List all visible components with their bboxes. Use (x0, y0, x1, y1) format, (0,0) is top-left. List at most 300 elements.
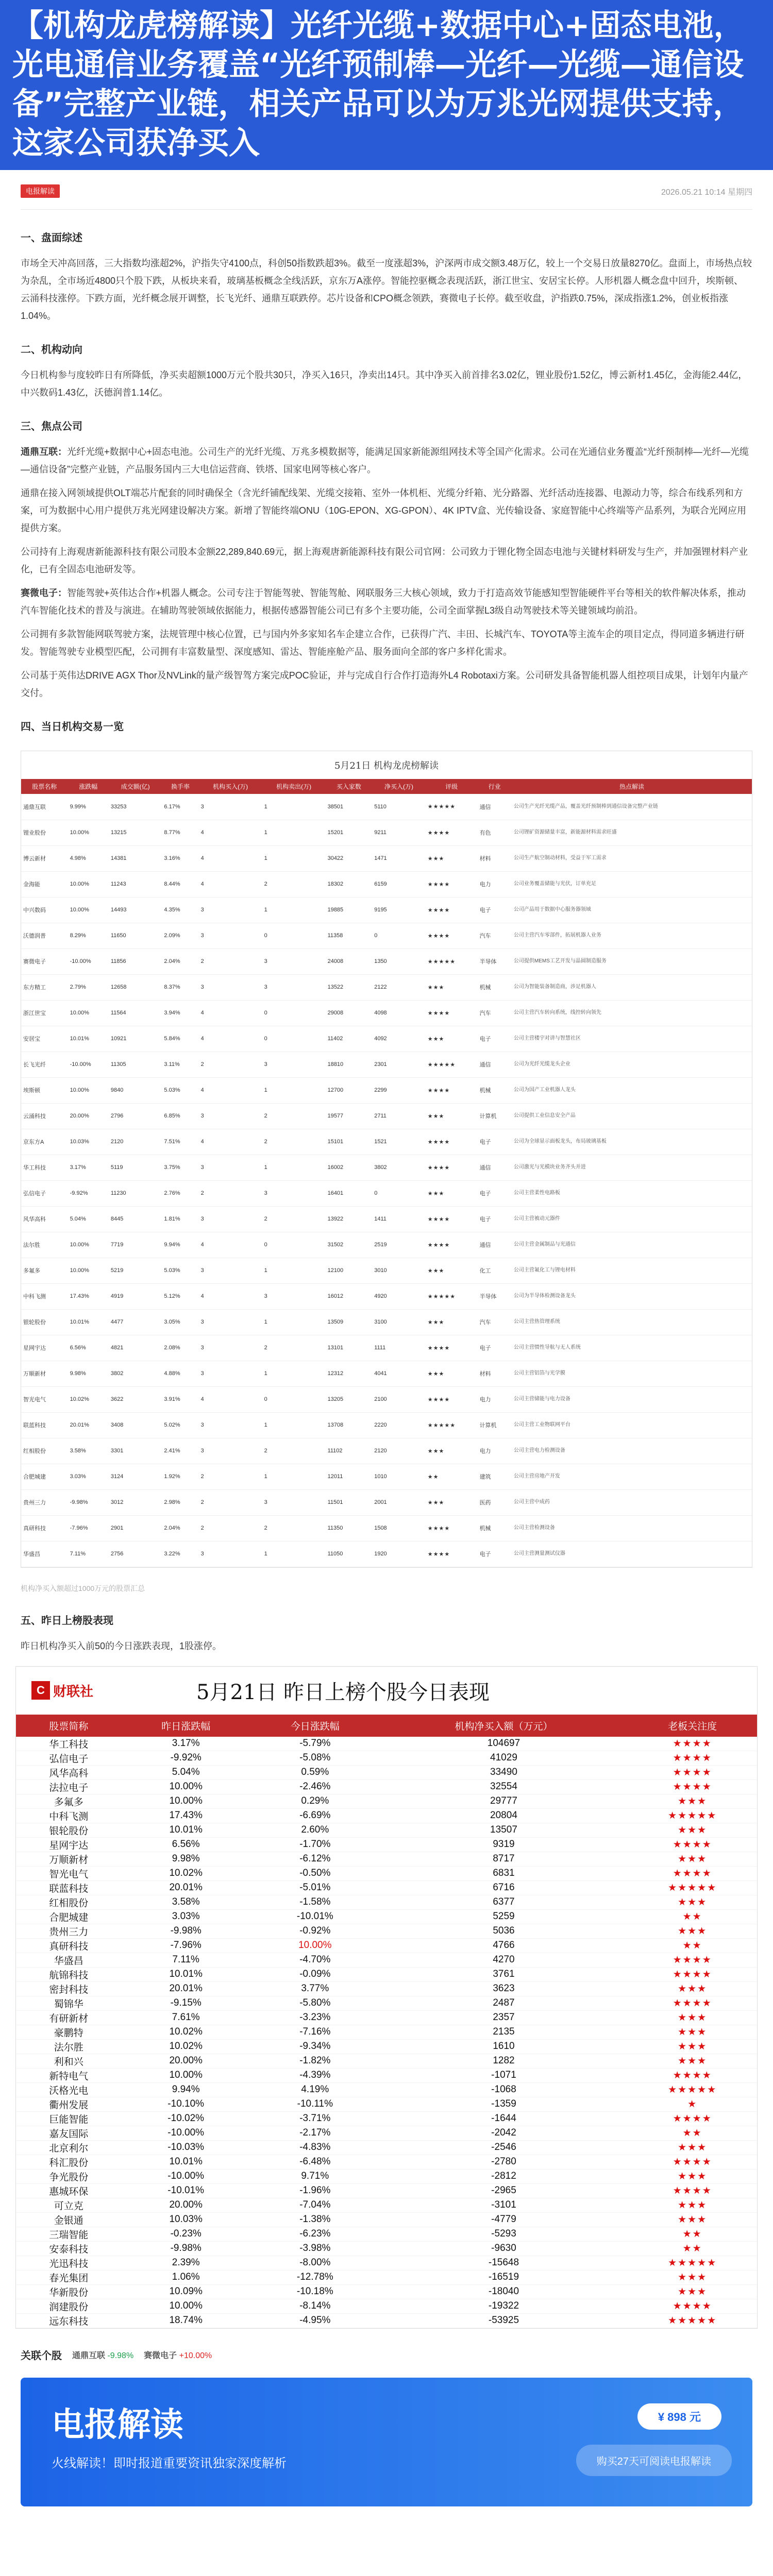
table-cell: 4821 (109, 1335, 162, 1361)
table-cell: 10.03% (68, 1129, 109, 1155)
table-cell: 1350 (372, 948, 426, 974)
table-cell: 计算机 (478, 1103, 512, 1129)
table-row (16, 1780, 757, 1794)
table-cell: 4 (199, 1077, 262, 1103)
table-cell: 3.17% (121, 1737, 250, 1751)
table-cell: 智光电气 (16, 1866, 121, 1880)
table-cell: 15201 (326, 820, 373, 845)
table-row (16, 2241, 757, 2256)
table-cell: -2.46% (250, 1780, 380, 1794)
table-cell: 3.91% (162, 1386, 198, 1412)
table-cell: 3761 (380, 1967, 628, 1981)
logo-text: 财联社 (53, 1683, 94, 1699)
table-cell: 3010 (372, 1258, 426, 1283)
table-cell: -7.96% (68, 1515, 109, 1541)
table-cell: ★★★★ (426, 1129, 478, 1155)
table-row (16, 1996, 757, 2010)
table-cell: 2.04% (162, 948, 198, 974)
table-cell: 10.01% (121, 1967, 250, 1981)
paragraph: 公司拥有多款智能网联驾驶方案，法规管理中核心位置，已与国内外多家知名车企建立合作，已获得广汽、丰田、长城汽车、TOYOTA等主流车企的项目定点，得同道多辆进行研发。智能驾驶专业模型匹配，公司拥有丰富数量型、深度感知、雷达、智能座舱产品、服务面向全部的客户多样化需求。 (21, 629, 745, 657)
table-cell: 3.77% (250, 1981, 380, 1996)
table-cell: 1282 (380, 2054, 628, 2068)
table-cell: 风华高科 (21, 1206, 68, 1232)
table-cell: 中兴数码 (21, 897, 68, 923)
table-cell: 合肥城建 (21, 1464, 68, 1489)
table-cell: 10.00% (68, 897, 109, 923)
table-cell: 机械 (478, 974, 512, 1000)
table-cell: 1.81% (162, 1206, 198, 1232)
table-row (16, 1895, 757, 1909)
table-cell: 33253 (109, 794, 162, 820)
table-cell: 电子 (478, 1541, 512, 1567)
table-cell: 38501 (326, 794, 373, 820)
table-cell: 4 (199, 1000, 262, 1026)
table-row (21, 1103, 752, 1129)
table-row (16, 1852, 757, 1866)
table-cell: -4.83% (250, 2140, 380, 2155)
table-cell: 20804 (380, 1808, 628, 1823)
table-cell: 公司主营被动元器件 (512, 1206, 752, 1232)
table-cell: 9319 (380, 1837, 628, 1852)
table-cell: 公司主营储能与电力设备 (512, 1386, 752, 1412)
table-cell: ★ (628, 2097, 757, 2111)
table-cell: 多氟多 (16, 1794, 121, 1808)
table-cell: 航锦科技 (16, 1967, 121, 1981)
table-cell: 风华高科 (16, 1765, 121, 1780)
table-row (21, 974, 752, 1000)
table-cell: 1010 (372, 1464, 426, 1489)
table-title: 5月21日 机构龙虎榜解读 (334, 760, 439, 771)
table-cell: 8.29% (68, 923, 109, 948)
table-cell: 1 (262, 1155, 326, 1180)
table-cell: 公司产品用于数据中心服务器领域 (512, 897, 752, 923)
table-cell: ★★★★ (628, 2068, 757, 2082)
table-cell: ★★★ (628, 2270, 757, 2284)
table-cell: 贵州三力 (21, 1489, 68, 1515)
table-cell: 5036 (380, 1924, 628, 1938)
table-cell: 3408 (109, 1412, 162, 1438)
table-cell: 6159 (372, 871, 426, 897)
table-cell: 1411 (372, 1206, 426, 1232)
table-cell: -1.38% (250, 2212, 380, 2227)
table-cell: 29777 (380, 1794, 628, 1808)
performance-table-image (15, 1666, 758, 2329)
table-cell: 13205 (326, 1386, 373, 1412)
table-cell: -10.00% (121, 2126, 250, 2140)
table-cell: ★★★ (628, 2198, 757, 2212)
table-cell: 3.17% (68, 1155, 109, 1180)
table-cell: 京东方A (21, 1129, 68, 1155)
table-cell: 公司主营惯性导航与无人系统 (512, 1335, 752, 1361)
table-cell: 2100 (372, 1386, 426, 1412)
table-cell: -9.15% (121, 1996, 250, 2010)
table-cell: -9.92% (121, 1751, 250, 1765)
column-header: 行业 (478, 779, 512, 794)
table-row (16, 1794, 757, 1808)
table-cell: 万顺新材 (16, 1852, 121, 1866)
table-row (16, 2111, 757, 2126)
table-cell: 联蓝科技 (21, 1412, 68, 1438)
table-cell: 公司主营测量测试仪器 (512, 1541, 752, 1567)
table-cell: ★★★ (628, 2025, 757, 2039)
table-cell: 20.01% (121, 1981, 250, 1996)
table-cell: 2 (199, 948, 262, 974)
table-cell: 公司主营柔性电路板 (512, 1180, 752, 1206)
table-cell: 材料 (478, 845, 512, 871)
table-cell: 材料 (478, 1361, 512, 1386)
table-cell: 11243 (109, 871, 162, 897)
table-cell: 1 (262, 897, 326, 923)
table-cell: 3.03% (121, 1909, 250, 1924)
table-cell: 2.79% (68, 974, 109, 1000)
paragraph: 公司基于英伟达DRIVE AGX Thor及NVLink的量产级智驾方案完成POC验证，并与完成自行合作打造海外L4 Robotaxi方案。公司研发具备智能机器人组控项目成果，计划年内量产交付。 (21, 670, 748, 698)
table-cell: 4270 (380, 1953, 628, 1967)
table-cell: 2.60% (250, 1823, 380, 1837)
table-cell: 润建股份 (16, 2299, 121, 2313)
table-cell: -7.96% (121, 1938, 250, 1953)
table-cell: 11650 (109, 923, 162, 948)
table-row (21, 1489, 752, 1515)
table-cell: 北京利尔 (16, 2140, 121, 2155)
table-cell: 5110 (372, 794, 426, 820)
performance-table (16, 1715, 757, 2328)
table-cell: -2780 (380, 2155, 628, 2169)
table-cell: 2901 (109, 1515, 162, 1541)
table-cell: 2.08% (162, 1335, 198, 1361)
table-cell: ★★★★ (628, 1751, 757, 1765)
subscribe-banner[interactable] (21, 2378, 752, 2506)
table-row (16, 2010, 757, 2025)
table-cell: 法尔胜 (21, 1232, 68, 1258)
table-cell: 电力 (478, 871, 512, 897)
table-cell: 6.56% (68, 1335, 109, 1361)
table-cell: 公司生产光纤光缆产品，覆盖光纤预制棒到通信设备完整产业链 (512, 794, 752, 820)
stock-change: -9.98% (107, 2351, 134, 2360)
table-cell: ★★★ (628, 1794, 757, 1808)
table-cell: 4.35% (162, 897, 198, 923)
table-cell: 4766 (380, 1938, 628, 1953)
table-cell: ★★★★★ (628, 2256, 757, 2270)
table-cell: 通信 (478, 1052, 512, 1077)
table-cell: 18302 (326, 871, 373, 897)
table-row (16, 1765, 757, 1780)
table-cell: 5.04% (68, 1206, 109, 1232)
table-cell: 密封科技 (16, 1981, 121, 1996)
table-cell: -2.17% (250, 2126, 380, 2140)
paragraph-text: 光纤光缆+数据中心+固态电池。公司生产的光纤光缆、万兆多模数据等，能满足国家新能源组网技术等全国产化需求。公司在光通信业务覆盖“光纤预制棒—光纤—光缆—通信设备”完整产业链，产品服务国内三大电信运营商、铁塔、国家电网等核心客户。 (21, 447, 749, 474)
table-row (16, 2054, 757, 2068)
table-cell: 3 (199, 974, 262, 1000)
table-cell: 4041 (372, 1361, 426, 1386)
table-cell: ★★★★ (628, 1737, 757, 1751)
table-cell: ★★★ (426, 1180, 478, 1206)
table-cell: 11564 (109, 1000, 162, 1026)
table-cell: -1071 (380, 2068, 628, 2082)
table-row (21, 1155, 752, 1180)
table-cell: 5.02% (162, 1412, 198, 1438)
table-cell: 3 (262, 1180, 326, 1206)
section-title: 四、当日机构交易一览 (21, 721, 124, 733)
table-cell: 3 (262, 1283, 326, 1309)
table-cell: 10.01% (121, 1823, 250, 1837)
table-cell: ★★★ (628, 2140, 757, 2155)
table-cell: 8.77% (162, 820, 198, 845)
table-row (16, 2183, 757, 2198)
table-cell: 新特电气 (16, 2068, 121, 2082)
table-cell: 2301 (372, 1052, 426, 1077)
table-cell: ★★ (628, 1938, 757, 1953)
table-cell: 13509 (326, 1309, 373, 1335)
section-title: 二、机构动向 (21, 344, 82, 355)
table-cell: 17.43% (121, 1808, 250, 1823)
table-cell: ★★★ (628, 1823, 757, 1837)
table-cell: -9.92% (68, 1180, 109, 1206)
table-cell: 赛微电子 (21, 948, 68, 974)
table-cell: 3 (262, 1489, 326, 1515)
table-cell: 10921 (109, 1026, 162, 1052)
section-title: 一、盘面综述 (21, 232, 82, 244)
table-cell: 半导体 (478, 948, 512, 974)
table-cell: 20.00% (121, 2054, 250, 2068)
table-cell: 1 (262, 1361, 326, 1386)
table-cell: 3 (199, 1335, 262, 1361)
table-cell: 11501 (326, 1489, 373, 1515)
table-cell: 公司提供MEMS工艺开发与晶圆制造服务 (512, 948, 752, 974)
table-cell: 10.09% (121, 2284, 250, 2299)
table-cell: 公司主营铝箔与光学膜 (512, 1361, 752, 1386)
table-row (21, 1129, 752, 1155)
table-row (16, 2068, 757, 2082)
table-cell: -9.34% (250, 2039, 380, 2054)
column-header: 今日涨跌幅 (250, 1715, 380, 1737)
table-row (21, 1026, 752, 1052)
table-cell: 3.16% (162, 845, 198, 871)
table-cell: -5.01% (250, 1880, 380, 1895)
table-cell: 2 (262, 1515, 326, 1541)
table-cell: 9195 (372, 897, 426, 923)
table-cell: -2965 (380, 2183, 628, 2198)
table-cell: 2 (262, 871, 326, 897)
table-row (21, 1180, 752, 1206)
table-cell: 2.41% (162, 1438, 198, 1464)
table-cell: 多氟多 (21, 1258, 68, 1283)
table-cell: 公司主营氟化工与锂电材料 (512, 1258, 752, 1283)
table-cell: 17.43% (68, 1283, 109, 1309)
table-cell: 1471 (372, 845, 426, 871)
table-cell: 0 (372, 1180, 426, 1206)
table-cell: ★★★ (628, 1981, 757, 1996)
table-cell: 6.85% (162, 1103, 198, 1129)
table-cell: ★★ (628, 2126, 757, 2140)
table-row (16, 1808, 757, 1823)
table-cell: ★★★ (628, 2284, 757, 2299)
column-header: 股票简称 (16, 1715, 121, 1737)
table-cell: -19322 (380, 2299, 628, 2313)
table-cell: 公司业务覆盖储能与光伏，订单充足 (512, 871, 752, 897)
column-header: 评级 (426, 779, 478, 794)
table-cell: 蜀锦华 (16, 1996, 121, 2010)
table-cell: -18040 (380, 2284, 628, 2299)
banner-subtitle: 火线解读！即时报道重要资讯独家深度解析 (52, 2456, 287, 2470)
table-cell: 9.98% (121, 1852, 250, 1866)
table-cell: 3 (262, 974, 326, 1000)
table-cell: -1.70% (250, 1837, 380, 1852)
table-row (21, 1386, 752, 1412)
table-cell: 2 (262, 1335, 326, 1361)
table-cell: 1.92% (162, 1464, 198, 1489)
table-row (21, 1515, 752, 1541)
table-cell: ★★★★ (426, 1155, 478, 1180)
table-cell: 1 (262, 845, 326, 871)
company-label: 通鼎互联： (21, 447, 67, 457)
table-cell: -6.12% (250, 1852, 380, 1866)
table-cell: 9.94% (162, 1232, 198, 1258)
table-cell: 13215 (109, 820, 162, 845)
related-title: 关联个股 (21, 2350, 62, 2362)
table-cell: -1359 (380, 2097, 628, 2111)
table-cell: 2487 (380, 1996, 628, 2010)
table-cell: ★★★★ (628, 1996, 757, 2010)
table-cell: 7.11% (121, 1953, 250, 1967)
table-cell: -2042 (380, 2126, 628, 2140)
table-cell: 公司主营检测设备 (512, 1515, 752, 1541)
table-cell: ★★★★ (628, 2111, 757, 2126)
table-cell: 机械 (478, 1515, 512, 1541)
table-row (16, 2256, 757, 2270)
table-cell: 2220 (372, 1412, 426, 1438)
table-cell: ★★ (426, 1464, 478, 1489)
table-cell: 安泰科技 (16, 2241, 121, 2256)
table-cell: 红相股份 (16, 1895, 121, 1909)
table-cell: -4779 (380, 2212, 628, 2227)
table-cell: 银轮股份 (21, 1309, 68, 1335)
buy-button[interactable]: 购买27天可阅读电报解读 (576, 2445, 732, 2476)
table-cell: 利和兴 (16, 2054, 121, 2068)
table-cell: 中科飞测 (16, 1808, 121, 1823)
table-cell: ★★★★ (628, 1967, 757, 1981)
table-cell: 12658 (109, 974, 162, 1000)
table-cell: 9.94% (121, 2082, 250, 2097)
table-cell: -3.23% (250, 2010, 380, 2025)
table-row (21, 871, 752, 897)
table-cell: 2001 (372, 1489, 426, 1515)
paragraph-text: 智能驾驶+英伟达合作+机器人概念。公司专注于智能驾驶、智能驾舱、网联服务三大核心领域，致力于打造高效节能感知型智能硬件平台等相关的软件解决体系，推动汽车智能化技术的普及与演进。在辅助驾驶领域依据能力，根据传感器智能公司已有多个主要功能，公司全面掌握L3级自动驾驶技术等关键领域均前沿。 (21, 588, 746, 616)
table-row (16, 2212, 757, 2227)
table-cell: 11402 (326, 1026, 373, 1052)
table-cell: 东方精工 (21, 974, 68, 1000)
table-cell: -53925 (380, 2313, 628, 2328)
table-cell: 弘信电子 (21, 1180, 68, 1206)
table-cell: 41029 (380, 1751, 628, 1765)
table-cell: 104697 (380, 1737, 628, 1751)
institution-table-image (21, 751, 752, 1568)
table-cell: 0 (262, 1026, 326, 1052)
category-tag[interactable]: 电报解读 (21, 184, 60, 198)
table-cell: 3.03% (68, 1464, 109, 1489)
table-cell: 19577 (326, 1103, 373, 1129)
table-row (16, 1938, 757, 1953)
table-cell: ★★★★ (628, 1866, 757, 1880)
headline-banner (0, 0, 773, 170)
paragraph (0, 440, 773, 481)
table-cell: ★★★★ (426, 1206, 478, 1232)
table-cell: 5.12% (162, 1283, 198, 1309)
table-cell: 6377 (380, 1895, 628, 1909)
table-cell: 10.00% (121, 1794, 250, 1808)
table-cell: 2357 (380, 2010, 628, 2025)
table-cell: 1 (262, 1541, 326, 1567)
company-label: 赛微电子： (21, 588, 67, 598)
table-cell: 4 (199, 871, 262, 897)
table-cell: 公司为半导体检测设备龙头 (512, 1283, 752, 1309)
table-cell: 安居宝 (21, 1026, 68, 1052)
table-cell: -6.23% (250, 2227, 380, 2241)
table-cell: 6.56% (121, 1837, 250, 1852)
table-cell: ★★★★ (426, 1000, 478, 1026)
table-row (16, 2169, 757, 2183)
table-row (16, 2039, 757, 2054)
table-cell: 2120 (109, 1129, 162, 1155)
table-cell: 19885 (326, 897, 373, 923)
table-cell: 3 (199, 1103, 262, 1129)
table-row (16, 2313, 757, 2328)
column-header: 净买入(万) (372, 779, 426, 794)
table-cell: 巨能智能 (16, 2111, 121, 2126)
table-cell: 贵州三力 (16, 1924, 121, 1938)
table-cell: 电子 (478, 1206, 512, 1232)
table-cell: 8.44% (162, 871, 198, 897)
table-cell: 4477 (109, 1309, 162, 1335)
table-cell: ★★★★★ (628, 2082, 757, 2097)
table-cell: 通信 (478, 794, 512, 820)
table-cell: ★★★ (628, 1924, 757, 1938)
table-cell: 2.98% (162, 1489, 198, 1515)
table-cell: ★★ (628, 1909, 757, 1924)
table-cell: -7.04% (250, 2198, 380, 2212)
column-header: 老板关注度 (628, 1715, 757, 1737)
table-cell: 3.22% (162, 1541, 198, 1567)
table-cell: 春光集团 (16, 2270, 121, 2284)
table-cell: 华盛昌 (21, 1541, 68, 1567)
table-cell: 电子 (478, 1180, 512, 1206)
column-header: 涨跌幅 (68, 779, 109, 794)
table-cell: 10.00% (68, 1258, 109, 1283)
table-cell: -10.00% (68, 948, 109, 974)
table-cell: 20.01% (68, 1412, 109, 1438)
table-cell: 8.37% (162, 974, 198, 1000)
table-cell: 3623 (380, 1981, 628, 1996)
table-cell: 5.04% (121, 1765, 250, 1780)
table-cell: ★★★★★ (426, 1412, 478, 1438)
performance-table-title: 5月21日 昨日上榜个股今日表现 (196, 1680, 490, 1704)
table-cell: 嘉友国际 (16, 2126, 121, 2140)
table-row (16, 2126, 757, 2140)
table-cell: 3.75% (162, 1155, 198, 1180)
table-cell: 半导体 (478, 1283, 512, 1309)
table-cell: 公司生产航空制动材料，受益于军工需求 (512, 845, 752, 871)
table-cell: 公司锂矿资源储量丰富，新能源材料需求旺盛 (512, 820, 752, 845)
table-cell: 11358 (326, 923, 373, 948)
related-stock-chip[interactable] (144, 2349, 212, 2361)
table-cell: 公司为智能装备制造商，涉足机器人 (512, 974, 752, 1000)
table-cell: -12.78% (250, 2270, 380, 2284)
table-cell: 11102 (326, 1438, 373, 1464)
table-cell: ★★★ (628, 2010, 757, 2025)
related-stock-chip[interactable] (72, 2349, 133, 2361)
table-cell: -0.23% (121, 2227, 250, 2241)
table-cell: -10.00% (68, 1052, 109, 1077)
table-cell: 豪鹏特 (16, 2025, 121, 2039)
